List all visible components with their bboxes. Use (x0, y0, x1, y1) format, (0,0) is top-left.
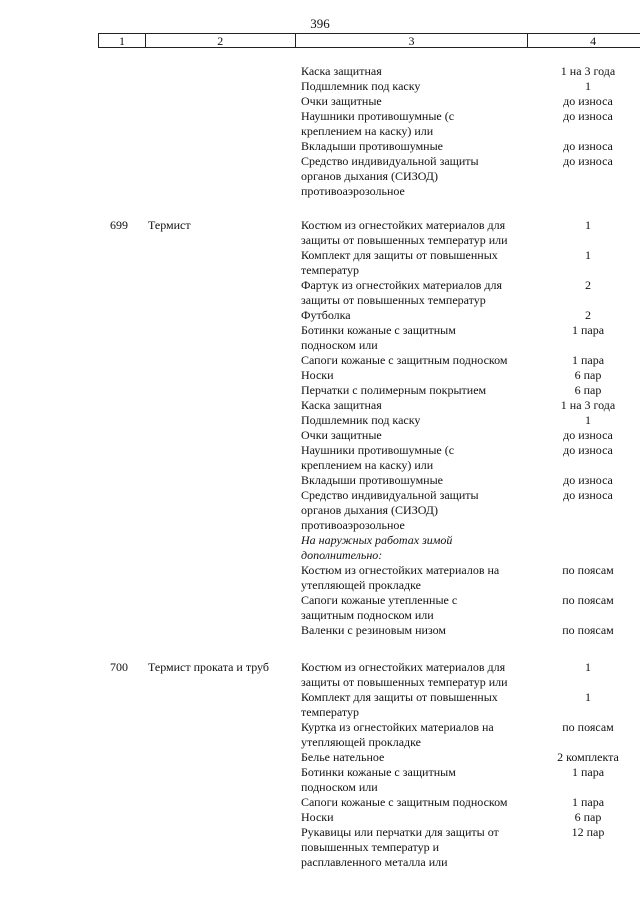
item-name: расплавленного металла или (301, 855, 448, 869)
table-row (301, 855, 640, 870)
table-row (301, 750, 640, 765)
item-name: Каска защитная (301, 398, 382, 412)
item-name: Подшлемник под каску (301, 79, 421, 93)
item-name: Комплект для защиты от повышенных (301, 248, 498, 262)
item-name: Сапоги кожаные с защитным подноском (301, 353, 508, 367)
item-quantity: 1 пара (571, 323, 605, 337)
table-row (301, 248, 640, 263)
table-row (301, 64, 640, 79)
item-name: дополнительно: (301, 548, 383, 562)
item-name: Белье нательное (301, 750, 385, 764)
table-row (301, 184, 640, 199)
header-col-2: 2 (146, 34, 296, 47)
item-quantity: 2 (585, 278, 591, 292)
item-name: защиты от повышенных температур или (301, 233, 508, 247)
table-row (301, 608, 640, 623)
table-row (301, 705, 640, 720)
table-row (301, 765, 640, 780)
item-name: Костюм из огнестойких материалов на (301, 563, 500, 577)
item-quantity: 1 (585, 248, 591, 262)
item-name: противоаэрозольное (301, 184, 405, 198)
item-name: Средство индивидуальной защиты (301, 488, 479, 502)
table-row (301, 810, 640, 825)
item-name: Очки защитные (301, 428, 382, 442)
item-name: Костюм из огнестойких материалов для (301, 660, 506, 674)
item-name: Ботинки кожаные с защитным (301, 765, 456, 779)
item-name: подноском или (301, 780, 378, 794)
table-row (301, 338, 640, 353)
item-name: температур (301, 263, 360, 277)
table-row (301, 124, 640, 139)
profession-name: Термист проката и труб (148, 660, 270, 674)
table-row (301, 169, 640, 184)
item-name: утепляющей прокладке (301, 578, 421, 592)
item-quantity: по поясам (562, 720, 614, 734)
item-quantity: 12 пар (571, 825, 605, 839)
item-quantity: 1 на 3 года (560, 64, 616, 78)
item-name: Сапоги кожаные с защитным подноском (301, 795, 508, 809)
item-name: органов дыхания (СИЗОД) (301, 503, 438, 517)
table-row (301, 398, 640, 413)
table-row (301, 675, 640, 690)
item-quantity: 6 пар (574, 810, 602, 824)
item-name: Вкладыши противошумные (301, 473, 443, 487)
item-quantity: 6 пар (574, 383, 602, 397)
item-name: Рукавицы или перчатки для защиты от (301, 825, 499, 839)
table-row (301, 109, 640, 124)
table-row (301, 840, 640, 855)
item-quantity: до износа (563, 109, 613, 123)
item-name: Каска защитная (301, 64, 382, 78)
items-list (301, 660, 640, 870)
profession-name: Термист (148, 218, 191, 232)
header-col-1: 1 (99, 34, 146, 47)
item-name: креплением на каску) или (301, 458, 434, 472)
item-name: Подшлемник под каску (301, 413, 421, 427)
item-name: Валенки с резиновым низом (301, 623, 447, 637)
table-row (301, 278, 640, 293)
table-row (301, 533, 640, 548)
items-list (301, 64, 640, 199)
table-row (301, 383, 640, 398)
table-row (301, 488, 640, 503)
table-row (301, 780, 640, 795)
item-name: повышенных температур и (301, 840, 440, 854)
item-quantity: по поясам (562, 593, 614, 607)
table-row (301, 428, 640, 443)
table-row (301, 825, 640, 840)
table-row (301, 94, 640, 109)
item-quantity: 1 (585, 660, 591, 674)
table-row (301, 735, 640, 750)
table-row (301, 503, 640, 518)
table-row (301, 308, 640, 323)
item-quantity: до износа (563, 443, 613, 457)
table-header (98, 33, 640, 48)
table-row (301, 458, 640, 473)
table-row (301, 593, 640, 608)
item-quantity: 1 (585, 690, 591, 704)
header-col-4: 4 (590, 34, 597, 48)
item-quantity: по поясам (562, 563, 614, 577)
item-quantity: 2 комплекта (557, 750, 619, 764)
table-row (301, 690, 640, 705)
item-name: Куртка из огнестойких материалов на (301, 720, 494, 734)
table-row (301, 293, 640, 308)
item-name: креплением на каску) или (301, 124, 434, 138)
page-number: 396 (310, 16, 330, 31)
item-quantity: 1 пара (571, 765, 605, 779)
item-name: Носки (301, 368, 334, 382)
table-row (301, 218, 640, 233)
table-row (301, 353, 640, 368)
item-quantity: 1 (585, 79, 591, 93)
item-name: температур (301, 705, 360, 719)
row-number: 699 (110, 218, 128, 232)
table-row (301, 563, 640, 578)
item-name: Фартук из огнестойких материалов для (301, 278, 502, 292)
item-quantity: до износа (563, 94, 613, 108)
item-quantity: 1 пара (571, 353, 605, 367)
item-name: Наушники противошумные (с (301, 109, 455, 123)
table-row (301, 154, 640, 169)
table-row (301, 795, 640, 810)
item-name: защиты от повышенных температур или (301, 675, 508, 689)
table-row (301, 473, 640, 488)
table-row (301, 720, 640, 735)
table-row (301, 139, 640, 154)
item-quantity: до износа (563, 473, 613, 487)
item-name: подноском или (301, 338, 378, 352)
table-row (301, 623, 640, 638)
table-row (301, 263, 640, 278)
item-quantity: до износа (563, 154, 613, 168)
item-name: Очки защитные (301, 94, 382, 108)
item-name: Сапоги кожаные утепленные с (301, 593, 458, 607)
table-row (301, 79, 640, 94)
item-quantity: до износа (563, 139, 613, 153)
item-quantity: 1 на 3 года (560, 398, 616, 412)
table-row (301, 443, 640, 458)
table-row (301, 233, 640, 248)
item-name: защитным подноском или (301, 608, 434, 622)
item-name: противоаэрозольное (301, 518, 405, 532)
item-quantity: до износа (563, 428, 613, 442)
table-row (301, 578, 640, 593)
row-number: 700 (110, 660, 128, 674)
items-list (301, 218, 640, 638)
table-row (301, 660, 640, 675)
item-name: Перчатки с полимерным покрытием (301, 383, 487, 397)
item-quantity: по поясам (562, 623, 614, 637)
item-quantity: 2 (585, 308, 591, 322)
item-name: Футболка (301, 308, 351, 322)
item-quantity: 6 пар (574, 368, 602, 382)
item-name: Комплект для защиты от повышенных (301, 690, 498, 704)
item-name: Наушники противошумные (с (301, 443, 455, 457)
table-row (301, 368, 640, 383)
item-name: На наружных работах зимой (301, 533, 453, 547)
table-row (301, 518, 640, 533)
header-col-3: 3 (296, 34, 529, 47)
item-name: Вкладыши противошумные (301, 139, 443, 153)
table-row (301, 548, 640, 563)
item-quantity: до износа (563, 488, 613, 502)
item-name: Средство индивидуальной защиты (301, 154, 479, 168)
item-name: Носки (301, 810, 334, 824)
item-name: органов дыхания (СИЗОД) (301, 169, 438, 183)
table-row (301, 323, 640, 338)
item-quantity: 1 пара (571, 795, 605, 809)
item-name: Ботинки кожаные с защитным (301, 323, 456, 337)
item-quantity: 1 (585, 413, 591, 427)
table-row (301, 413, 640, 428)
item-name: утепляющей прокладке (301, 735, 421, 749)
item-name: Костюм из огнестойких материалов для (301, 218, 506, 232)
item-name: защиты от повышенных температур (301, 293, 486, 307)
item-quantity: 1 (585, 218, 591, 232)
